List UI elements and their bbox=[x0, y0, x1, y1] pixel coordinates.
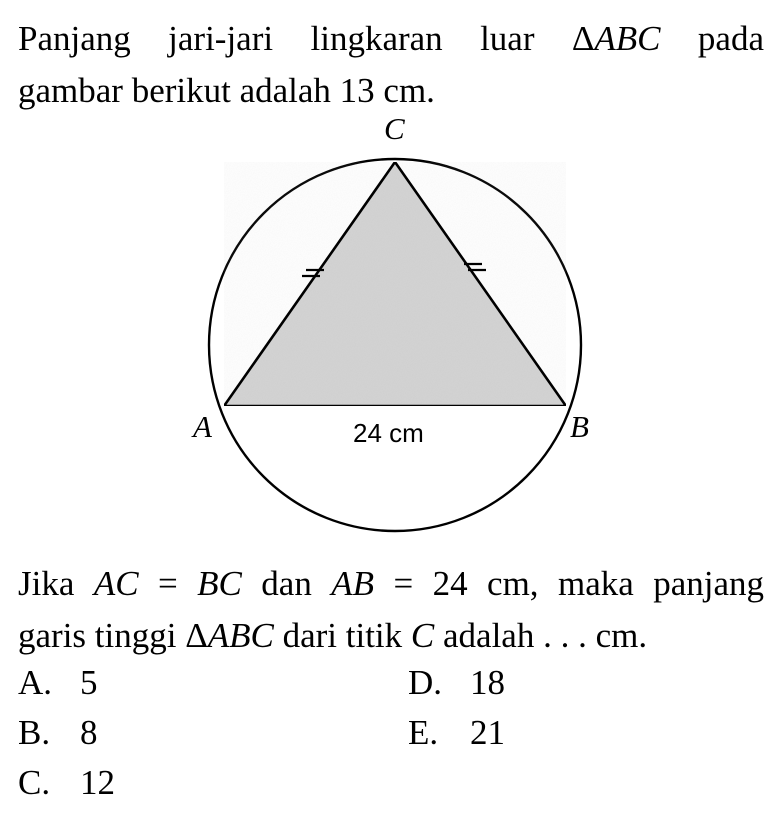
point-name: C bbox=[410, 616, 435, 655]
triangle-name: ABC bbox=[594, 19, 661, 58]
delta-symbol: Δ bbox=[185, 616, 208, 655]
option-c[interactable] bbox=[18, 763, 115, 803]
question-text-end: adalah . . . cm. bbox=[434, 616, 648, 655]
option-letter: C. bbox=[18, 763, 51, 802]
option-a[interactable] bbox=[18, 663, 98, 703]
label-vertex-c: C bbox=[384, 111, 405, 146]
label-vertex-b: B bbox=[570, 409, 589, 444]
option-letter: D. bbox=[408, 663, 443, 702]
question-text: garis tinggi bbox=[18, 616, 186, 655]
question-text: dari titik bbox=[273, 616, 411, 655]
option-d[interactable] bbox=[408, 663, 505, 703]
intro-line-1 bbox=[18, 10, 764, 68]
triangle-name: ABC bbox=[207, 616, 274, 655]
label-base-length: 24 cm bbox=[353, 418, 424, 448]
option-value: 8 bbox=[80, 713, 98, 752]
label-vertex-a: A bbox=[193, 409, 212, 444]
option-letter: B. bbox=[18, 713, 51, 752]
option-letter: A. bbox=[18, 663, 53, 702]
option-letter: E. bbox=[408, 713, 439, 752]
equals-sign: = bbox=[138, 564, 198, 603]
question-text: Jika bbox=[18, 564, 94, 603]
option-value: 5 bbox=[80, 663, 98, 702]
triangle-abc bbox=[224, 162, 566, 406]
segment-ab: AB bbox=[331, 564, 375, 603]
option-e[interactable] bbox=[408, 713, 505, 753]
question-line-2 bbox=[18, 607, 764, 665]
intro-text: Panjang jari-jari lingkaran luar bbox=[18, 19, 572, 58]
option-value: 18 bbox=[470, 663, 505, 702]
segment-ac: AC bbox=[93, 564, 139, 603]
segment-bc: BC bbox=[197, 564, 242, 603]
conjunction: dan bbox=[241, 564, 332, 603]
option-value: 21 bbox=[470, 713, 505, 752]
circumcircle bbox=[209, 159, 581, 531]
intro-line-2: gambar berikut adalah 13 cm. bbox=[18, 71, 435, 110]
option-value: 12 bbox=[80, 763, 115, 802]
delta-symbol: Δ bbox=[571, 19, 595, 58]
intro-text-end: pada bbox=[660, 19, 764, 58]
option-b[interactable] bbox=[18, 713, 98, 753]
question-text-end: = 24 cm, maka panjang bbox=[374, 564, 764, 603]
question-line-1 bbox=[18, 555, 764, 613]
